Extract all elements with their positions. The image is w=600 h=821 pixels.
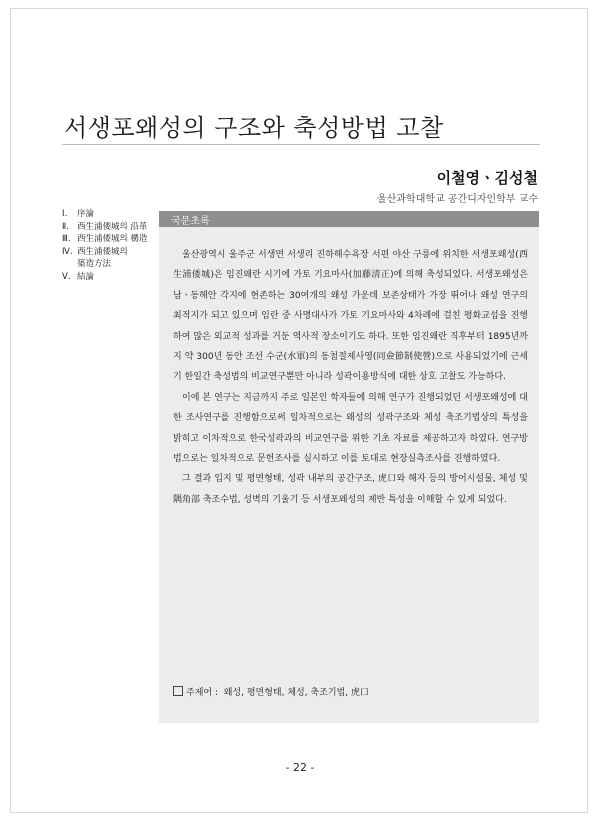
abstract-paragraph: 울산광역시 울주군 서생면 서생리 진하해수욕장 서편 야산 구릉에 위치한 서생포왜성(西生浦倭城)은 임진왜란 시기에 가토 기요마사(加藤淸正)에 의해 축성되었다. 서생포왜성은 남ㆍ동해안 각지에 현존하는 30여개의 왜성 가운데 보존상태가 가장 뛰어나 왜성 연구의 최적지가 되고 있으며 임란 중 사명대사가 가토 기요마사와 4차례에 걸친 평화교섭을 진행하여 많은 외교적 성과를 거둔 역사적 장소이기도 하다. 또한 임진왜란 직후부터 1895년까지 약 300년 동안 조선 수군(水軍)의 동첨절제사영(同僉節制使營)으로 사용되었기에 근세기 한일간 축성법의 비교연구뿐만 아니라 성곽이용방식에 대한 상호 고찰도 가능하다. xyxy=(173,250,528,383)
abstract-paragraph: 이에 본 연구는 지금까지 주로 일본인 학자들에 의해 연구가 진행되었던 서생포왜성에 대한 조사연구를 진행함으로써 일차적으로는 왜성의 성곽구조와 체성 축조기법상의 특성을 밝히고 이차적으로 한국성곽과의 비교연구를 위한 기초 자료를 제공하고자 하였다. 연구방법으로는 일차적으로 문헌조사를 실시하고 이를 토대로 현장실측조사를 진행하였다. xyxy=(173,392,528,465)
abstract-header xyxy=(159,211,539,227)
keywords-line xyxy=(173,685,528,698)
keywords-label: 주제어 : xyxy=(186,688,218,698)
toc-number: Ⅰ. xyxy=(62,209,68,219)
abstract-box xyxy=(159,211,539,723)
toc-item xyxy=(62,246,162,259)
toc-item xyxy=(62,271,162,284)
toc-item xyxy=(62,258,162,271)
abstract-paragraph: 그 결과 입지 및 평면형태, 성곽 내부의 공간구조, 虎口와 해자 등의 방어시설물, 체성 및 隅角部 축조수법, 성벽의 기울기 등 서생포왜성의 제반 특성을 이해할 수 있게 되었다. xyxy=(173,474,528,505)
keywords-text: 왜성, 평면형태, 체성, 축조기법, 虎口 xyxy=(223,688,369,698)
authors: 이철영ㆍ김성철 xyxy=(436,169,538,187)
affiliation: 울산과학대학교 공간디자인학부 교수 xyxy=(377,194,538,205)
abstract-body xyxy=(173,245,528,510)
table-of-contents xyxy=(62,208,162,283)
keyword-box-icon xyxy=(173,686,183,696)
toc-text: 西生浦倭城의 xyxy=(77,246,128,257)
toc-number: Ⅴ. xyxy=(62,271,71,282)
toc-number: Ⅳ. xyxy=(62,246,73,257)
toc-number: Ⅱ. xyxy=(62,221,69,232)
title-divider xyxy=(62,144,540,145)
paper-title: 서생포왜성의 구조와 축성방법 고찰 xyxy=(64,114,444,142)
toc-number: Ⅲ. xyxy=(62,234,71,244)
abstract-header-label: 국문초록 xyxy=(171,216,210,227)
toc-item xyxy=(62,233,162,246)
toc-text: 西生浦倭城의 沿革 xyxy=(77,221,148,232)
toc-text: 結論 xyxy=(77,271,95,282)
toc-item xyxy=(62,221,162,234)
toc-text: 序論 xyxy=(77,209,95,219)
toc-item xyxy=(62,208,162,221)
toc-text: 築造方法 xyxy=(77,259,112,269)
toc-number xyxy=(62,258,77,271)
page-number: - 22 - xyxy=(285,761,315,774)
toc-text: 西生浦倭城의 構造 xyxy=(77,234,148,244)
